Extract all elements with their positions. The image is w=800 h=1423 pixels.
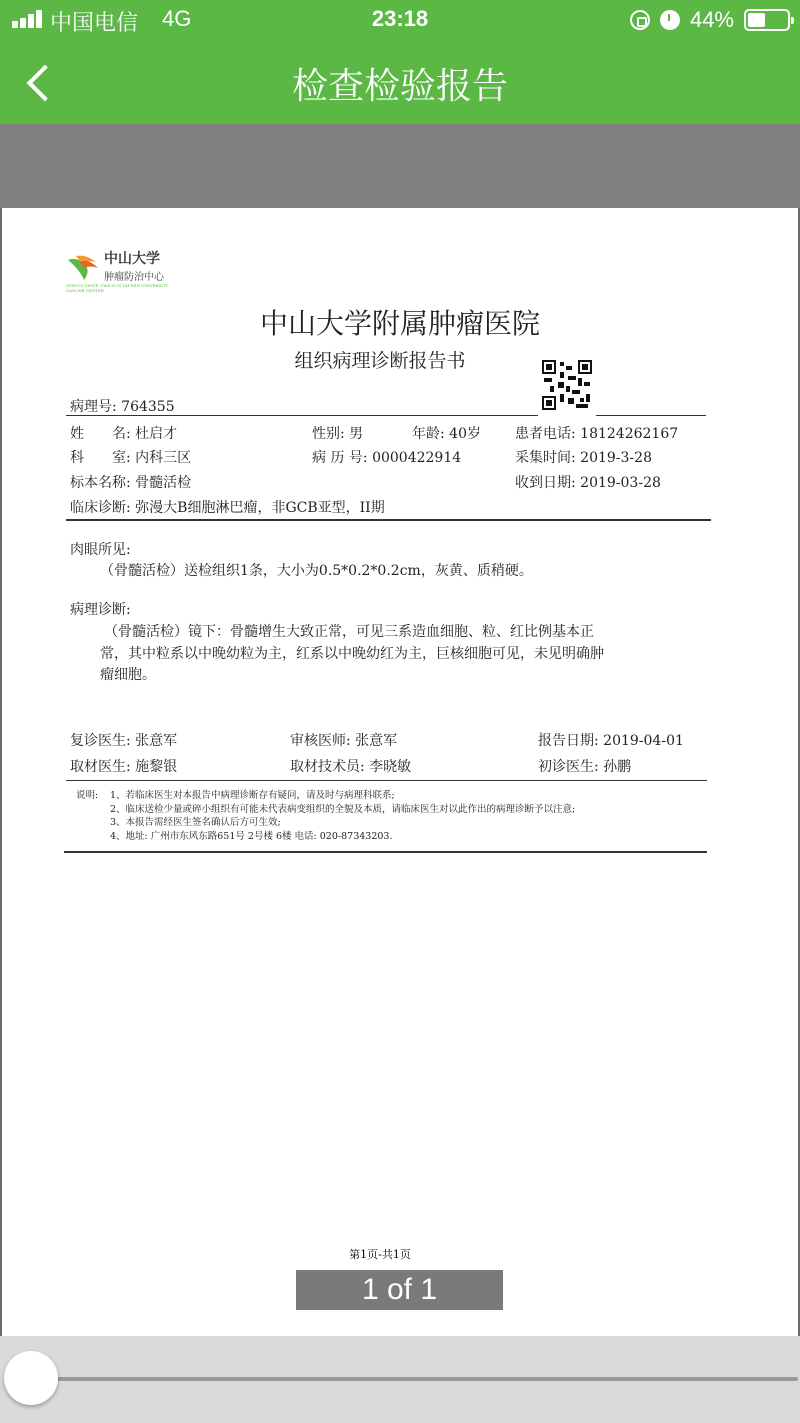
divider — [64, 851, 707, 853]
alarm-icon — [660, 10, 680, 30]
gross-text: （骨髓活检）送检组织1条，大小为0.5*0.2*0.2cm，灰黄、质稍硬。 — [100, 563, 533, 579]
diagnosis-line: 瘤细胞。 — [100, 667, 156, 683]
note-item: 4、地址: 广州市东风东路651号 2号楼 6楼 电话: 020-87343203. — [110, 830, 393, 842]
status-icons — [630, 6, 790, 34]
page-title: 检查检验报告 — [291, 66, 508, 107]
orientation-lock-icon — [630, 10, 650, 30]
logo-name: 中山大学 — [104, 251, 160, 267]
page-slider-track[interactable] — [28, 1377, 798, 1381]
app-header — [0, 0, 800, 124]
pathology-number: 病理号: 764355 — [70, 399, 175, 415]
report-date: 报告日期: 2019-04-01 — [538, 733, 684, 749]
viewer-toolbar-area — [0, 124, 800, 208]
collect-time: 采集时间: 2019-3-28 — [515, 450, 652, 466]
report-title: 组织病理诊断报告书 — [294, 350, 466, 372]
diagnosis-line: 常，其中粒系以中晚幼粒为主，红系以中晚幼红为主，巨核细胞可见，未见明确肿 — [100, 646, 604, 662]
department: 科 室: 内科三区 — [70, 450, 192, 466]
page-count-text: 第1页-共1页 — [349, 1248, 411, 1261]
patient-phone: 患者电话: 18124262167 — [515, 426, 679, 442]
page-indicator: 1 of 1 — [296, 1270, 503, 1310]
divider — [596, 415, 706, 416]
battery-icon — [744, 9, 790, 31]
sampling-doctor: 取材医生: 施黎银 — [70, 759, 178, 775]
scrub-bar — [0, 1336, 800, 1423]
notes-label: 说明: — [76, 790, 99, 801]
logo-english: SYSUCC SINCE 1964 SUN YAT-SEN UNIVERSITY CANCER CENTER — [66, 283, 169, 293]
first-doctor: 初诊医生: 孙鹏 — [538, 759, 632, 775]
logo-subtitle: 肿瘤防治中心 — [104, 272, 164, 283]
page-slider-thumb[interactable] — [4, 1351, 58, 1405]
battery-percent: 44% — [689, 7, 734, 32]
patient-gender: 性别: 男 — [312, 426, 364, 442]
received-date: 收到日期: 2019-03-28 — [515, 475, 661, 491]
note-item: 3、本报告需经医生签名确认后方可生效; — [110, 817, 281, 828]
specimen-name: 标本名称: 骨髓活检 — [70, 475, 192, 491]
divider — [66, 519, 711, 521]
hospital-logo — [66, 248, 186, 293]
divider — [66, 780, 707, 781]
record-number: 病 历 号: 0000422914 — [312, 450, 462, 466]
diagnosis-title: 病理诊断: — [70, 602, 131, 618]
network-type: 4G — [162, 6, 192, 31]
status-bar — [0, 0, 800, 40]
hospital-name: 中山大学附属肿瘤医院 — [259, 307, 540, 340]
sampling-technician: 取材技术员: 李晓敏 — [290, 759, 412, 775]
diagnosis-line: （骨髓活检）镜下：骨髓增生大致正常，可见三系造血细胞、粒、红比例基本正 — [104, 624, 594, 640]
audit-doctor: 审核医师: 张意军 — [290, 733, 398, 749]
notes-list — [110, 789, 575, 843]
carrier-label: 中国电信 — [50, 10, 139, 35]
patient-name: 姓 名: 杜启才 — [70, 426, 178, 442]
note-item: 2、临床送检少量或碎小组织有可能未代表病变组织的全貌及本质，请临床医生对以此作出的病理诊断予以注意; — [110, 803, 576, 815]
gross-title: 肉眼所见: — [70, 542, 131, 558]
qr-code-icon — [542, 360, 592, 410]
clinical-diagnosis: 临床诊断: 弥漫大B细胞淋巴瘤，非GCB亚型，II期 — [70, 500, 385, 516]
patient-age: 年龄: 40岁 — [412, 426, 481, 442]
review-doctor: 复诊医生: 张意军 — [70, 733, 178, 749]
logo-mark-icon — [66, 252, 100, 282]
battery-fill — [748, 13, 765, 27]
note-item: 1、若临床医生对本报告中病理诊断存有疑问，请及时与病理科联系; — [110, 790, 395, 801]
divider — [66, 415, 538, 416]
status-time: 23:18 — [371, 6, 429, 31]
